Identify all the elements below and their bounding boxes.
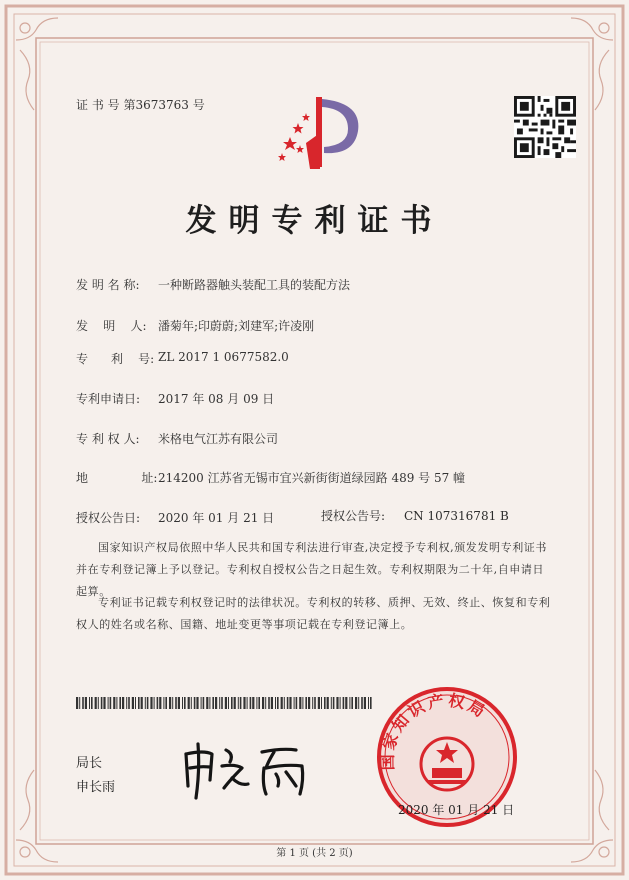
- patent-number-label: 专 利 号:: [76, 352, 155, 366]
- certificate-title: 发明专利证书: [185, 203, 444, 239]
- patentee: 米格电气江苏有限公司: [158, 432, 279, 446]
- invention-name-label: 发 明 名 称:: [76, 278, 140, 292]
- patentee-label: 专 利 权 人:: [76, 432, 140, 446]
- address: 214200 江苏省无锡市宜兴新街街道绿园路 489 号 57 幢: [158, 471, 466, 485]
- director-signature: [178, 740, 328, 800]
- inventor-label: 发 明 人:: [76, 319, 147, 333]
- grant-paragraph: 国家知识产权局依照中华人民共和国专利法进行审查,决定授予专利权,颁发发明专利证书并在专利登记簿上予以登记。专利权自授权公告之日起生效。专利权期限为二十年,自申请日起算。: [76, 541, 547, 598]
- seal-date: 2020 年 01 月 21 日: [398, 803, 515, 817]
- announce-number-label: 授权公告号:: [321, 509, 386, 523]
- announce-date-label: 授权公告日:: [76, 511, 141, 525]
- director-title: 局长: [76, 756, 103, 771]
- certificate-number: 证 书 号 第3673763 号: [76, 98, 205, 112]
- invention-name: 一种断路器触头装配工具的装配方法: [158, 278, 351, 292]
- qr-code-icon: [514, 96, 576, 158]
- cnipa-logo-icon: [276, 93, 366, 173]
- address-label: 地 址:: [76, 471, 158, 485]
- announce-number: CN 107316781 B: [404, 509, 509, 523]
- filing-date-label: 专利申请日:: [76, 392, 141, 406]
- filing-date: 2017 年 08 月 09 日: [158, 392, 275, 406]
- page-footer: 第 1 页 (共 2 页): [276, 848, 353, 859]
- director-name: 申长雨: [76, 780, 116, 795]
- svg-text:国家知识产权局: 国家知识产权局: [377, 690, 491, 771]
- announce-date: 2020 年 01 月 21 日: [158, 511, 275, 525]
- patent-number: ZL 2017 1 0677582.0: [158, 350, 289, 364]
- barcode-icon: [76, 697, 376, 709]
- inventors: 潘菊年;印蔚蔚;刘建军;许凌刚: [158, 319, 315, 333]
- legal-status-paragraph: 专利证书记载专利权登记时的法律状况。专利权的转移、质押、无效、终止、恢复和专利权人的姓名或名称、国籍、地址变更等事项记载在专利登记簿上。: [76, 596, 551, 631]
